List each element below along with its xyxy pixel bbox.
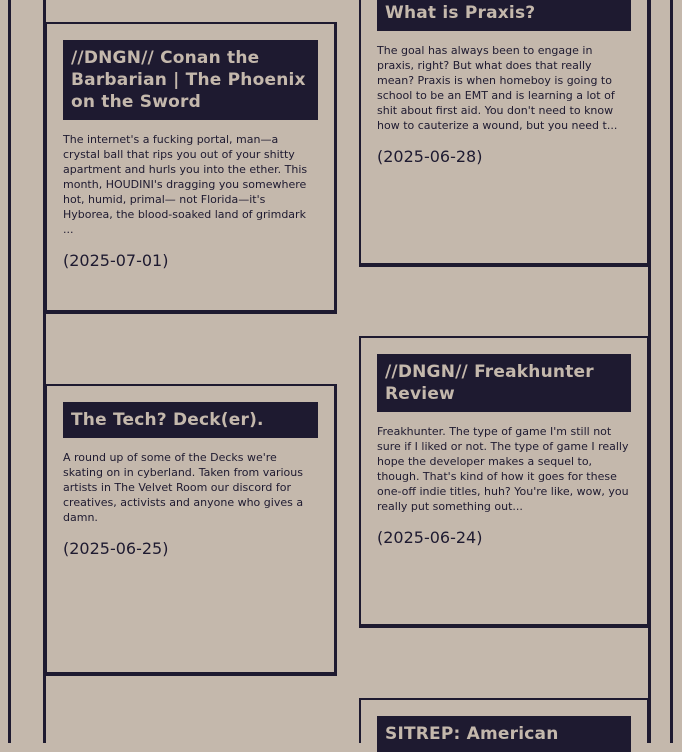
post-date: (2025-06-28) — [377, 147, 483, 166]
post-excerpt: The goal has always been to engage in praxis, right? But what does that really mean? Praxis is when homeboy is going to school to be an EMT and is learning a lot of shit about first aid. You don't need to know how to cauterize a wound, but you need t... — [377, 44, 618, 132]
post-excerpt: A round up of some of the Decks we're skating on in cyberland. Taken from various artists in The Velvet Room our discord for creatives, activists and anyone who gives a damn. — [63, 451, 304, 524]
post-excerpt: The internet's a fucking portal, man—a crystal ball that rips you out of your shitty apartment and hurls you into the ether. This month, HOUDINI's dragging you somewhere hot, humid, primal— not Florida—it's Hyborea, the blood-soaked land of grimdark ... — [63, 133, 308, 236]
post-excerpt: Freakhunter. The type of game I'm still not sure if I liked or not. The type of game I really hope the developer makes a sequel to, though. That's kind of how it goes for these one-off indie titles, huh? You're like, wow, you really put something out... — [377, 425, 629, 513]
post-date: (2025-07-01) — [63, 251, 169, 270]
post-card-conan[interactable] — [45, 22, 337, 314]
frame-line-left-outer — [8, 0, 11, 743]
post-title[interactable]: What is Praxis? — [377, 0, 631, 31]
post-title[interactable]: The Tech? Deck(er). — [63, 402, 318, 438]
post-title[interactable]: SITREP: American — [377, 716, 631, 752]
post-date: (2025-06-25) — [63, 539, 169, 558]
post-title[interactable]: //DNGN// Conan the Barbarian | The Phoenix on the Sword — [63, 40, 318, 120]
post-title[interactable]: //DNGN// Freakhunter Review — [377, 354, 631, 412]
post-card-praxis[interactable] — [359, 0, 650, 267]
post-card-freakhunter[interactable] — [359, 336, 650, 628]
post-date: (2025-06-24) — [377, 528, 483, 547]
post-card-sitrep[interactable] — [359, 698, 650, 743]
frame-line-right-outer — [670, 0, 673, 743]
post-card-tech-decker[interactable] — [45, 384, 337, 676]
